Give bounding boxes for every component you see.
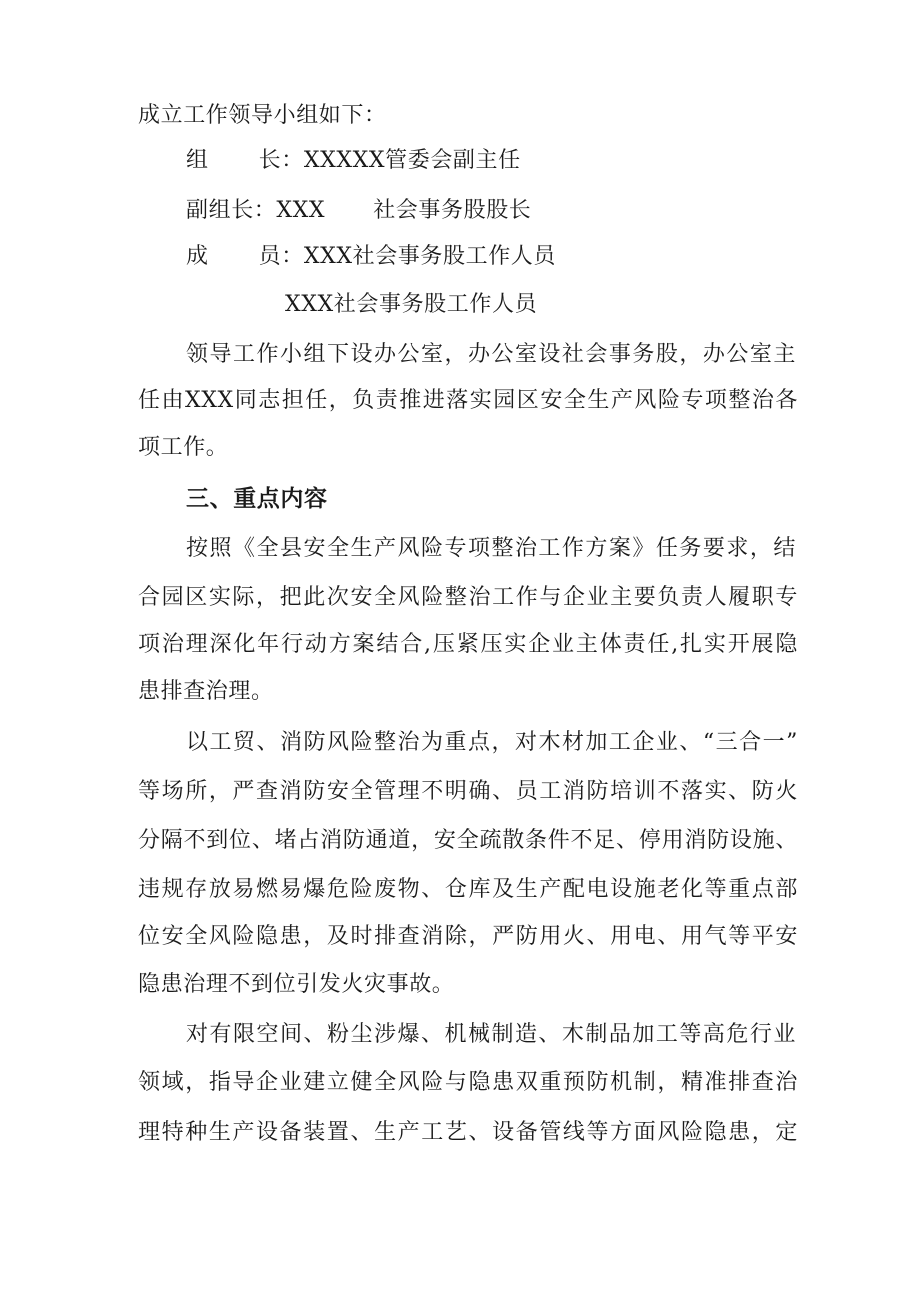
deputy-label: 副组长：	[186, 198, 277, 223]
section-heading: 三、重点内容	[186, 486, 328, 512]
fire-line-1: 以工贸、消防风险整治为重点，对木材加工企业、“三合一”	[186, 730, 798, 755]
fire-line-6: 隐患治理不到位引发火灾事故。	[138, 972, 455, 997]
intro-line: 成立工作领导小组如下：	[138, 103, 387, 128]
member-label-2: 员：	[258, 244, 304, 269]
leader-row	[186, 146, 846, 176]
fire-line-3: 分隔不到位、堵占消防通道，安全疏散条件不足、停用消防设施、	[138, 828, 798, 853]
fire-line-5: 位安全风险隐患，及时排查消除，严防用火、用电、用气等平安	[138, 924, 798, 949]
office-line-3: 项工作。	[138, 435, 229, 460]
leader-label-1: 组	[186, 148, 209, 173]
key-line-1: 按照《全县安全生产风险专项整治工作方案》任务要求，结	[186, 536, 796, 561]
office-line-1: 领导工作小组下设办公室，办公室设社会事务股，办公室主	[186, 342, 796, 367]
deputy-name: XXX	[276, 198, 326, 223]
key-line-2: 合园区实际，把此次安全风险整治工作与企业主要负责人履职专	[138, 585, 798, 610]
hazard-line-2: 领域，指导企业建立健全风险与隐患双重预防机制，精准排查治	[138, 1070, 798, 1095]
leader-label-2: 长：	[258, 148, 304, 173]
member-2: XXX社会事务股工作人员	[285, 292, 538, 317]
leader-value: XXXXX管委会副主任	[303, 148, 521, 173]
key-line-4: 患排查治理。	[138, 679, 274, 704]
key-line-3: 项治理深化年行动方案结合,压紧压实企业主体责任,扎实开展隐	[138, 632, 798, 657]
member-1: XXX社会事务股工作人员	[303, 244, 556, 269]
hazard-line-3: 理特种生产设备装置、生产工艺、设备管线等方面风险隐患，定	[138, 1120, 798, 1145]
deputy-title: 社会事务股股长	[373, 198, 532, 223]
hazard-line-1: 对有限空间、粉尘涉爆、机械制造、木制品加工等高危行业	[186, 1022, 796, 1047]
deputy-row	[186, 196, 846, 226]
fire-line-2: 等场所，严查消防安全管理不明确、员工消防培训不落实、防火	[138, 779, 798, 804]
office-line-2: 任由XXX同志担任，负责推进落实园区安全生产风险专项整治各	[138, 388, 798, 413]
fire-line-4: 违规存放易燃易爆危险废物、仓库及生产配电设施老化等重点部	[138, 877, 798, 902]
member-label-1: 成	[186, 244, 209, 269]
member-row	[186, 242, 846, 272]
